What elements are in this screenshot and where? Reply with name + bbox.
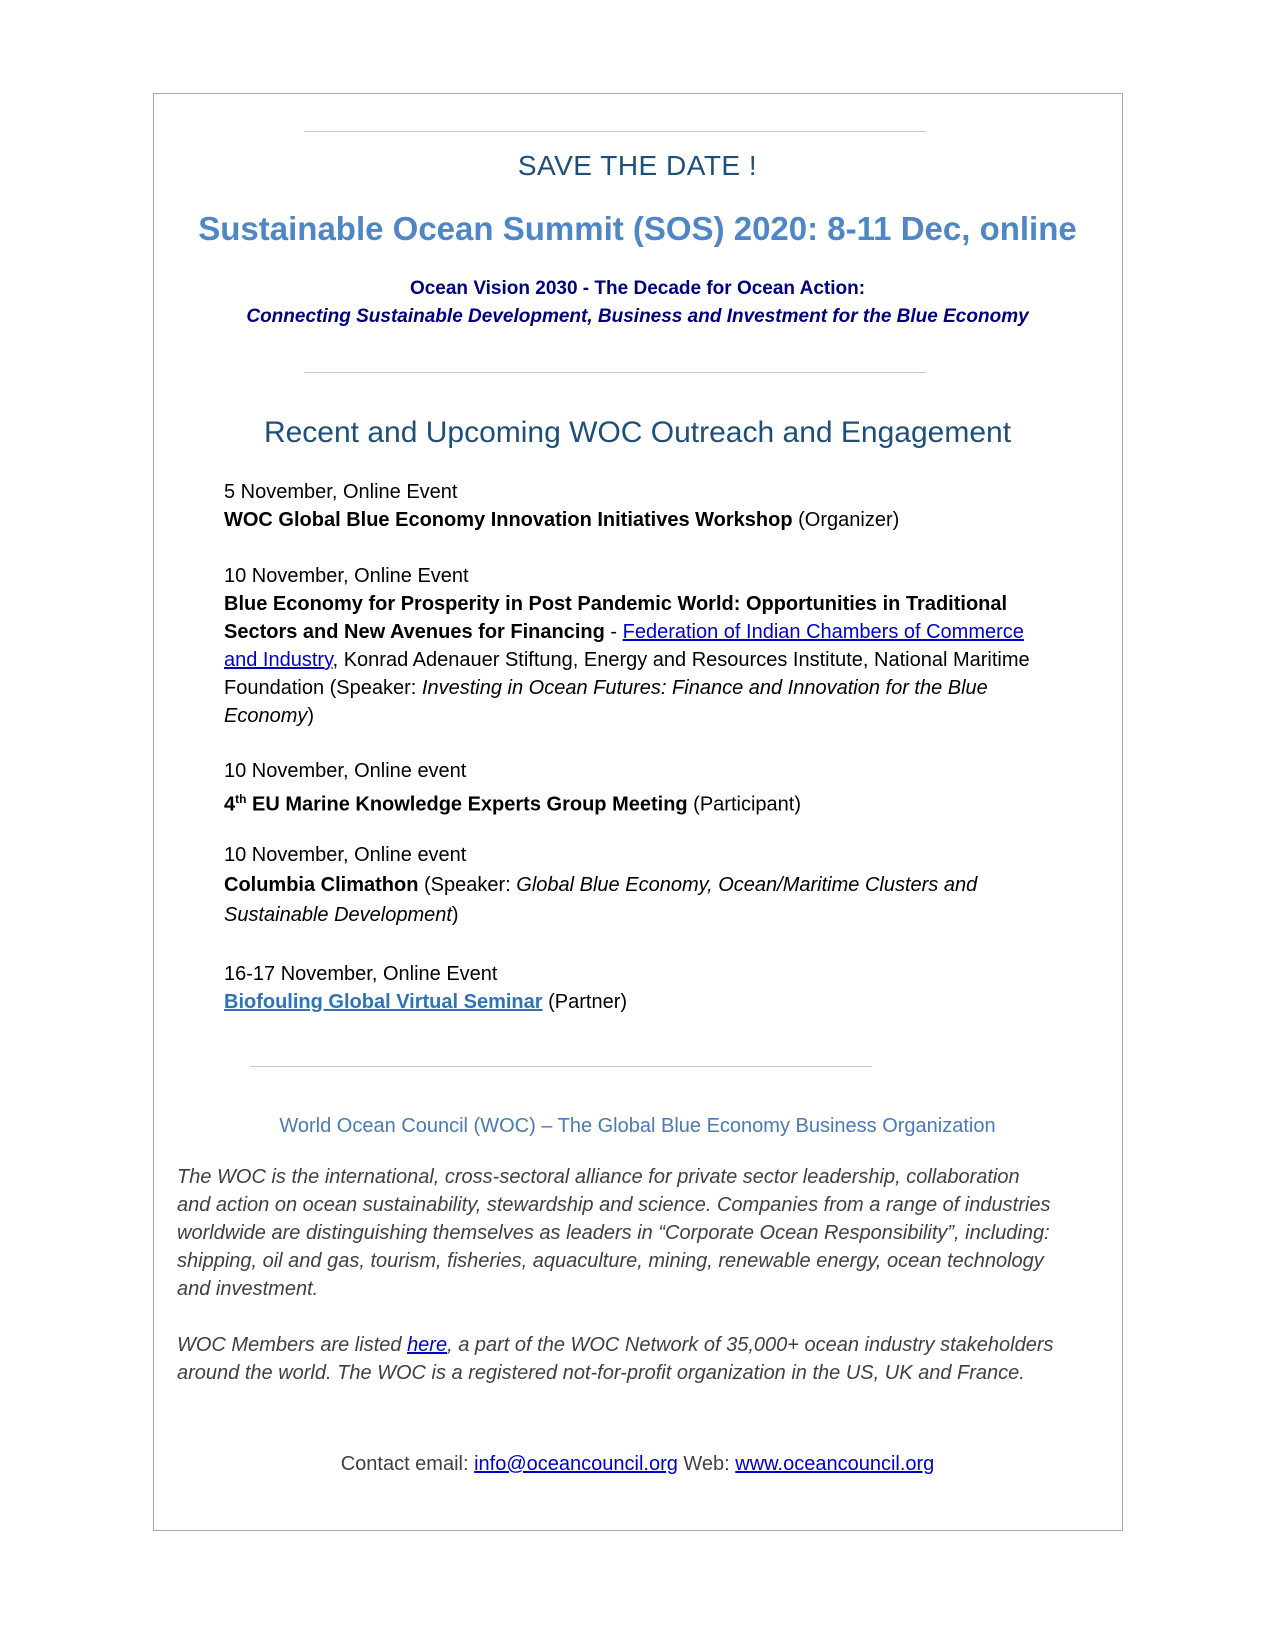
event-ordinal: 4 [224,793,236,816]
save-the-date: SAVE THE DATE ! [517,150,758,181]
members-pre: WOC Members are listed [177,1334,408,1356]
event-pre: (Speaker: [418,874,517,896]
outreach-heading: Recent and Upcoming WOC Outreach and Engagement [263,416,1012,449]
ficci-link[interactable]: Federation of Indian Chambers of Commerce and Industry [224,621,1024,671]
event-item [224,840,1044,930]
event-role: (Organizer) [792,509,900,531]
connect-line: Connecting Sustainable Development, Business and Investment for the Blue Economy [246,306,1029,327]
event-date: 16-17 November, Online Event [224,963,498,985]
event-item [224,960,1044,1016]
summit-title: Sustainable Ocean Summit (SOS) 2020: 8-11 Dec, online [198,210,1077,247]
event-date: 10 November, Online event [224,844,467,866]
divider-top [304,131,926,132]
contact-email-label: Contact email: [340,1453,475,1475]
woc-title: World Ocean Council (WOC) – The Global Blue Economy Business Organization [279,1115,996,1137]
event-item [224,757,1044,819]
event-date: 5 November, Online Event [224,481,458,503]
event-role: (Participant) [687,793,801,816]
event-role: (Partner) [542,991,628,1013]
event-partners: , Konrad Adenauer Stiftung, Energy and Resources Institute, National Maritime Foundation (Speaker: [224,649,1030,699]
event-line [224,870,1044,930]
event-title: EU Marine Knowledge Experts Group Meeting [246,793,688,816]
contact-line [0,1453,1275,1476]
members-paragraph [177,1331,1057,1387]
event-item [224,478,1044,534]
vision-line: Ocean Vision 2030 - The Decade for Ocean Action: [409,278,866,299]
event-close: ) [451,904,459,926]
biofouling-seminar-link[interactable]: Biofouling Global Virtual Seminar [224,991,543,1013]
members-here-link[interactable]: here [407,1334,448,1356]
contact-web-link[interactable]: www.oceancouncil.org [735,1453,935,1475]
about-paragraph: The WOC is the international, cross-sectoral alliance for private sector leadership, collaboration and action on ocean sustainability, stewardship and science. Companies from a range of industries worldwide are distinguishing themselves as leaders in “Corporate Ocean Responsibility”, including: shipping, oil and gas, tourism, fisheries, aquaculture, mining, renewable energy, ocean technology and investment. [177,1166,1051,1300]
event-close: ) [307,705,315,727]
event-talk: Global Blue Economy, Ocean/Maritime Clusters and Sustainable Development [224,874,978,926]
event-item [224,562,1044,730]
event-line [224,785,1044,819]
divider-middle [304,372,926,373]
event-date: 10 November, Online event [224,760,467,782]
divider-bottom [250,1066,872,1067]
event-separator: - [604,621,623,643]
event-line [224,988,1044,1016]
event-line [224,590,1044,730]
contact-email-link[interactable]: info@oceancouncil.org [474,1453,678,1475]
event-title: WOC Global Blue Economy Innovation Initiatives Workshop [224,509,793,531]
members-post: , a part of the WOC Network of 35,000+ ocean industry stakeholders around the world. The WOC is a registered not-for-profit organization in the US, UK and France. [177,1334,1054,1384]
event-line [224,506,1044,534]
event-talk: Investing in Ocean Futures: Finance and Innovation for the Blue Economy [224,677,988,727]
contact-web-label: Web: [677,1453,736,1475]
event-title: Blue Economy for Prosperity in Post Pandemic World: Opportunities in Traditional Sectors and New Avenues for Financing [224,593,1008,643]
event-title: Columbia Climathon [224,874,419,896]
event-ordinal-suffix: th [235,792,247,806]
event-date: 10 November, Online Event [224,565,469,587]
